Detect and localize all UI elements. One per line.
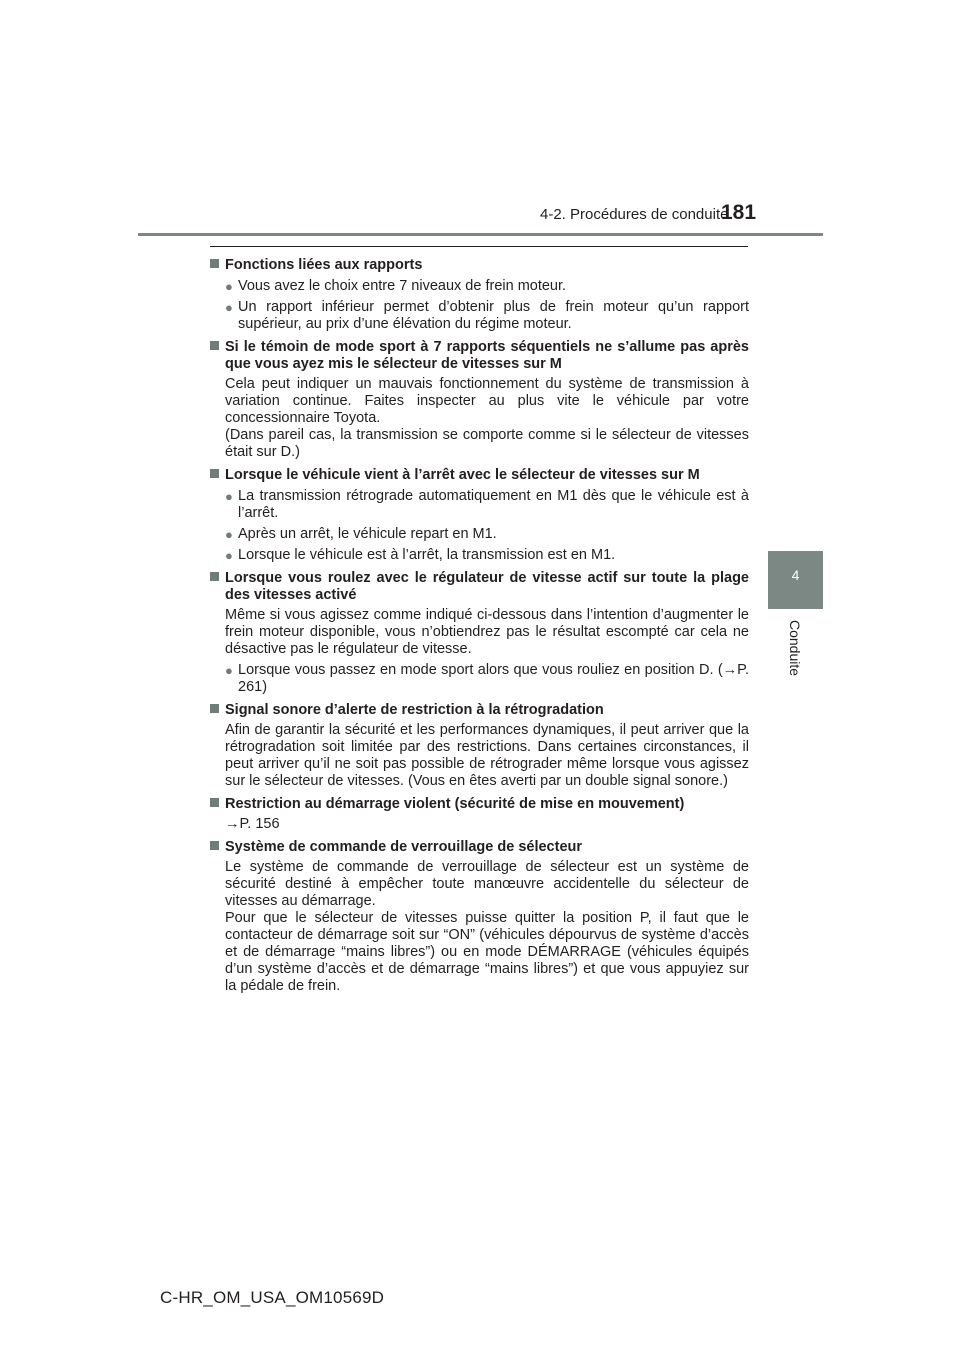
square-bullet-icon — [210, 702, 225, 719]
section-downshift-alert — [210, 702, 749, 790]
square-bullet-icon — [210, 796, 225, 813]
list-item: ● La transmission rétrograde automatiquement en M1 dès que le véhicule est à l’arrêt. — [225, 488, 749, 522]
chapter-number: 4 — [791, 567, 800, 583]
document-code: C-HR_OM_USA_OM10569D — [160, 1288, 385, 1307]
circle-bullet-icon — [225, 488, 238, 522]
list-item: ● Vous avez le choix entre 7 niveaux de frein moteur. — [225, 278, 749, 295]
section-heading: Fonctions liées aux rapports — [210, 257, 749, 274]
circle-bullet-icon — [225, 662, 238, 696]
paragraph: Même si vous agissez comme indiqué ci-dessous dans l’intention d’augmenter le frein moteur disponible, vous n’obtiendrez pas le résultat escompté car cela ne désactive pas le régulateur de vitesse. — [225, 607, 749, 657]
square-bullet-icon — [210, 839, 225, 856]
paragraph: Le système de commande de verrouillage de sélecteur est un système de sécurité destiné à empêcher toute manœuvre accidentelle du sélecteur de vitesses au démarrage. Pour que le sélecteur de vitesses puisse quitter la position P, il faut que le contacteur de démarrage soit sur “ON” (véhicules dépourvus de système d’accès et de démarrage “mains libres”) ou en mode DÉMARRAGE (véhicules équipés d’un système d’accès et de démarrage “mains libres”) et que vous appuyiez sur la pédale de frein. — [225, 859, 749, 994]
square-bullet-icon — [210, 257, 225, 274]
header-rule — [138, 233, 823, 236]
section-cruise-control — [210, 570, 749, 696]
chapter-tab[interactable] — [768, 551, 823, 609]
section-heading: Lorsque le véhicule vient à l’arrêt avec le sélecteur de vitesses sur M — [210, 467, 749, 484]
list-item: ● Un rapport inférieur permet d’obtenir plus de frein moteur qu’un rapport supérieur, au prix d’une élévation du régime moteur. — [225, 299, 749, 333]
square-bullet-icon — [210, 570, 225, 604]
page-reference: →P. 156 — [225, 816, 280, 832]
section-heading: Si le témoin de mode sport à 7 rapports séquentiels ne s’allume pas après que vous ayez mis le sélecteur de vitesses sur M — [210, 339, 749, 373]
page-number: 181 — [721, 201, 757, 224]
list-item: ● Après un arrêt, le véhicule repart en M1. — [225, 526, 749, 543]
content-body — [210, 257, 749, 1001]
section-drive-start-control — [210, 796, 749, 833]
chapter-label: Conduite — [787, 619, 803, 677]
side-rule — [768, 236, 769, 551]
section-sport-indicator — [210, 339, 749, 461]
circle-bullet-icon — [225, 278, 238, 295]
section-heading: Signal sonore d’alerte de restriction à la rétrogradation — [210, 702, 749, 719]
paragraph: Afin de garantir la sécurité et les performances dynamiques, il peut arriver que la rétrogradation soit limitée par des restrictions. Dans certaines circonstances, il peut arriver qu’il ne soit pas possible de rétrograder même lorsque vous agissez sur le sélecteur de vitesses. (Vous en êtes averti par un double signal sonore.) — [225, 722, 749, 789]
list-item: ● Lorsque le véhicule est à l’arrêt, la transmission est en M1. — [225, 547, 749, 564]
circle-bullet-icon — [225, 299, 238, 333]
section-gear-functions — [210, 257, 749, 333]
circle-bullet-icon — [225, 547, 238, 564]
section-heading: Lorsque vous roulez avec le régulateur de vitesse actif sur toute la plage des vitesses activé — [210, 570, 749, 604]
square-bullet-icon — [210, 467, 225, 484]
section-shift-lock — [210, 839, 749, 995]
section-heading: Restriction au démarrage violent (sécurité de mise en mouvement) — [210, 796, 749, 813]
section-title: 4-2. Procédures de conduite — [540, 206, 729, 223]
list-item: ● Lorsque vous passez en mode sport alors que vous rouliez en position D. (→P. 261) — [225, 662, 749, 696]
circle-bullet-icon — [225, 526, 238, 543]
section-heading: Système de commande de verrouillage de sélecteur — [210, 839, 749, 856]
section-vehicle-stop — [210, 467, 749, 564]
square-bullet-icon — [210, 339, 225, 373]
paragraph: Cela peut indiquer un mauvais fonctionnement du système de transmission à variation continue. Faites inspecter au plus vite le véhicule par votre concessionnaire Toyota. (Dans pareil cas, la transmission se comporte comme si le sélecteur de vitesses était sur D.) — [225, 376, 749, 460]
content-top-rule — [210, 246, 748, 247]
